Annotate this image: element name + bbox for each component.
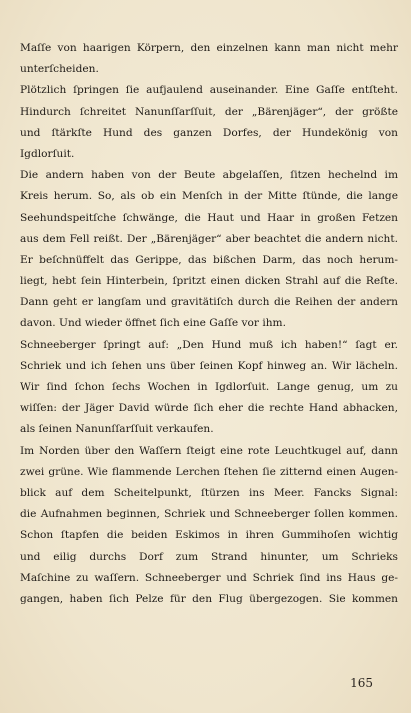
text-line: Die andern haben von der Beute abgelaſſen, ſitzen hechelnd im (20, 169, 398, 182)
text-line: Schon ſtapfen die beiden Eskimos in ihren Gummihoſen wichtig (20, 529, 398, 542)
body-text (20, 38, 398, 610)
text-line: Schneeberger ſpringt auf: „Den Hund muß ich haben!“ ſagt er. (20, 338, 398, 351)
text-line: unterſcheiden. (20, 63, 99, 76)
text-line: die Aufnahmen beginnen, Schriek und Schneeberger ſollen kommen. (20, 508, 398, 521)
text-line: aus dem Fell reißt. Der „Bärenjäger“ aber beachtet die andern nicht. (20, 232, 398, 245)
text-line: zwei grüne. Wie flammende Lerchen ſtehen ſie zitternd einen Augen- (20, 465, 398, 478)
text-line: Hindurch ſchreitet Nanunſſarſſuit, der „Bärenjäger“, der größte (20, 105, 398, 118)
text-line: Schriek und ich ſehen uns über ſeinen Kopf hinweg an. Wir lächeln. (20, 359, 398, 372)
text-line: Seehundspeitſche ſchwänge, die Haut und Haar in großen Fetzen (20, 211, 398, 224)
text-line: davon. Und wieder öffnet ſich eine Gaſſe vor ihm. (20, 317, 286, 330)
text-line: Er beſchnüffelt das Gerippe, das bißchen Darm, das noch herum- (20, 253, 398, 266)
text-line: Maſſe von haarigen Körpern, den einzelnen kann man nicht mehr (20, 42, 398, 54)
text-line: liegt, hebt ſein Hinterbein, ſpritzt einen dicken Strahl auf die Reſte. (20, 275, 398, 288)
text-line: blick auf dem Scheitelpunkt, ſtürzen ins Meer. Fancks Signal: (20, 486, 398, 499)
text-line: gangen, haben ſich Pelze für den Flug übergezogen. Sie kommen (20, 592, 398, 605)
text-line: Igdlorſuit. (20, 147, 75, 160)
text-line: Wir ſind ſchon ſechs Wochen in Igdlorſuit. Lange genug, um zu (20, 381, 398, 393)
text-line: Kreis herum. So, als ob ein Menſch in der Mitte ſtünde, die lange (20, 190, 398, 203)
text-line: Dann geht er langſam und gravitätiſch durch die Reihen der andern (20, 296, 398, 309)
text-line: als ſeinen Nanunſſarſſuit verkaufen. (20, 423, 214, 436)
text-line: Im Norden über den Waſſern ſteigt eine rote Leuchtkugel auf, dann (20, 444, 398, 457)
text-line: wiſſen: der Jäger David würde ſich eher die rechte Hand abhacken, (20, 402, 398, 415)
text-line: und eilig durchs Dorf zum Strand hinunter, um Schrieks (20, 550, 398, 563)
text-line: Maſchine zu waſſern. Schneeberger und Schriek ſind ins Haus ge- (20, 571, 398, 584)
text-line: und ſtärkſte Hund des ganzen Dorfes, der Hundekönig von (20, 126, 398, 139)
page-number: 165 (350, 676, 373, 690)
text-line: Plötzlich ſpringen ſie aufjaulend auseinander. Eine Gaſſe entſteht. (20, 84, 398, 97)
